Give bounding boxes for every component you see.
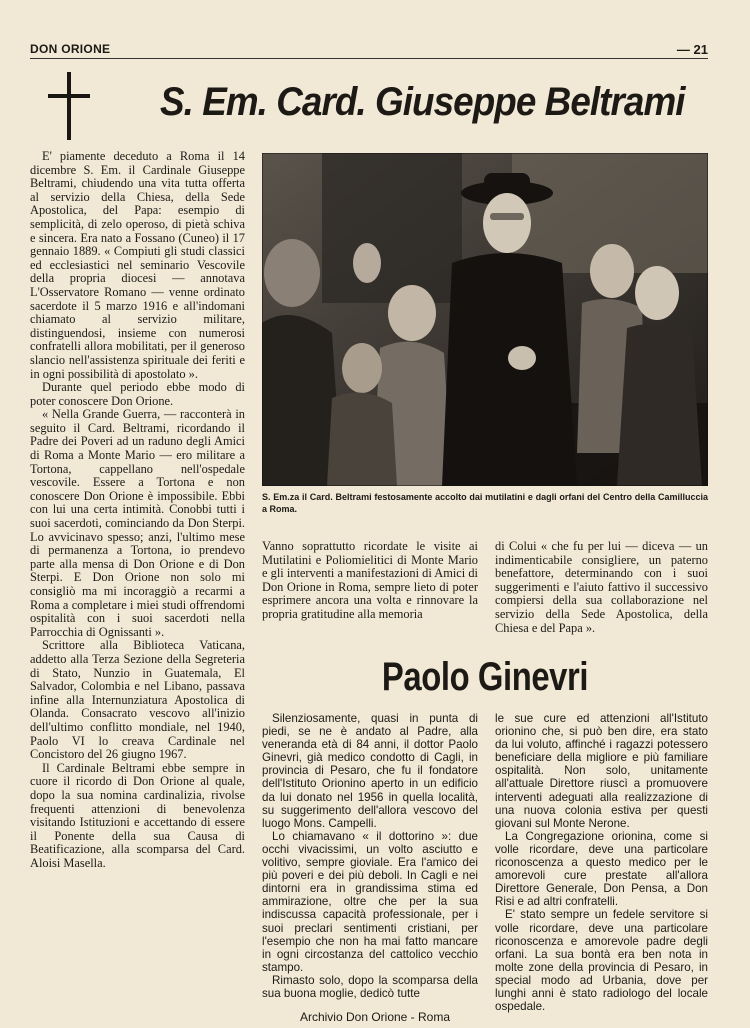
beltrami-column-2 — [262, 540, 478, 622]
paragraph: Lo chiamavano « il dottorino »: due occhi vivacissimi, un volto asciutto e volitivo, sempre gioviale. Era l'amico dei più poveri e dei più deboli. In Cagli e nei dintorni era in grandissima stima ed ammirazione, oltre che per la sua indiscussa capacità professionale, per i suoi preclari sentimenti cristiani, per l'esempio che non ha mai fatto mancare in ogni circostanza del cattolico vecchio stampo. — [262, 829, 478, 974]
page-number: — 21 — [676, 42, 708, 57]
photo-illustration — [262, 153, 708, 486]
paragraph: Vanno soprattutto ricordate le visite ai Mutilatini e Poliomielitici di Monte Mario e gli interventi a manifestazioni di Amici di Don Orione in Roma, sempre lieto di poter esprimere ancora una volta e rinnovare la propria gratitudine alla memoria — [262, 539, 478, 621]
paragraph: Il Cardinale Beltrami ebbe sempre in cuore il ricordo di Don Orione al quale, dopo la sua nomina cardinalizia, rivolse frequenti attenzioni di benevolenza visitando Istituzioni e accettando di essere il Ponente della sua Causa di Beatificazione, alla scomparsa del Card. Aloisi Masella. — [30, 760, 245, 870]
ginevri-column-left — [262, 712, 478, 1000]
ginevri-column-right — [495, 712, 708, 1013]
paragraph: La Congregazione orionina, come si volle ricordare, deve una particolare riconoscenza a questo medico per le amorevoli cure prestate all'allora Direttore Generale, Don Pensa, a Don Risi e ad altri confratelli. — [495, 829, 708, 909]
paragraph: Durante quel periodo ebbe modo di poter conoscere Don Orione. — [30, 380, 245, 408]
header-rule — [30, 58, 708, 59]
paragraph: Scrittore alla Biblioteca Vaticana, addetto alla Terza Sezione della Segreteria di Stato, Nunzio in Guatemala, El Salvador, Colombia e nel Libano, passava infine alla Internunziatura Apostolica di Olanda. Consacrato vescovo all'inizio dell'ultimo conflitto mondiale, nel 1940, Paolo VI lo creava Cardinale nel Concistoro del 26 giugno 1967. — [30, 638, 245, 762]
paragraph: « Nella Grande Guerra, — racconterà in seguito il Card. Beltrami, ricordando il Padre dei Poveri ad un raduno degli Amici di Roma a Monte Mario — ero militare a Tortona, cappellano nell'ospedale vescovile. Essere a Tortona e non conoscere Don Orione è impossibile. Ebbi con lui una certa intimità. Conobbi tutti i suoi sacerdoti, cominciando da Don Sterpi. Lo avvicinavo spesso; anzi, l'ultimo mese di permanenza a Tortona, io prendevo parte alla mensa di Don Orione e di Don Sterpi. E Don Orione non solo mi consigliò ma mi incoraggiò a recarmi a Roma a completare i miei studi offrendomi ospitalità con i suoi sacerdoti nella Parrocchia di Ognissanti ». — [30, 407, 245, 639]
beltrami-column-3 — [495, 540, 708, 635]
latin-cross-icon — [48, 72, 90, 140]
cross-vertical-bar — [67, 72, 71, 140]
article-title-ginevri: Paolo Ginevri — [381, 655, 589, 699]
cardinal-with-children-photo — [262, 153, 708, 486]
article-title-beltrami: S. Em. Card. Giuseppe Beltrami — [160, 80, 685, 124]
cross-horizontal-bar — [48, 94, 90, 98]
magazine-name: DON ORIONE — [30, 42, 111, 56]
photo-caption: S. Em.za il Card. Beltrami festosamente accolto dai mutilatini e dagli orfani del Centro della Camilluccia a Roma. — [262, 492, 708, 514]
paragraph: Rimasto solo, dopo la scomparsa della sua buona moglie, dedicò tutte — [262, 973, 478, 1000]
archive-footer: Archivio Don Orione - Roma — [299, 1010, 451, 1024]
paragraph: di Colui « che fu per lui — diceva — un indimenticabile consigliere, un paterno benefattore, determinando con i suoi suggerimenti e l'aiuto fattivo il successivo compiersi della sua collaborazione nel servizio della Sede Apostolica, della Chiesa e del Papa ». — [495, 539, 708, 635]
paragraph: E' piamente deceduto a Roma il 14 dicembre S. Em. il Cardinale Giuseppe Beltrami, chiudendo una vita tutta offerta al servizio della Chiesa, della Sede Apostolica, del Papa: esempio di semplicità, di zelo operoso, di pietà schiva e sincera. Era nato a Fossano (Cuneo) il 17 gennaio 1889. « Compiuti gli studi classici ed ecclesiastici nel seminario Vescovile della propria diocesi — annotava L'Osservatore Romano — venne ordinato sacerdote il 5 marzo 1916 e all'indomani chiamato al servizio militare, distinguendosi, insieme con numerosi confratelli allora mobilitati, per il generoso slancio nell'assistenza spirituale dei feriti e in ogni possibilità di apostolato ». — [30, 149, 245, 381]
paragraph: le sue cure ed attenzioni all'Istituto orionino che, si può ben dire, era stato da lui voluto, affinché i ragazzi potessero beneficiare della migliore e più familiare ospitalità. Non solo, unitamente all'attuale Direttore riuscì a promuovere interventi adeguati alla realizzazione di una nuova colonia estiva per questi giovani sul Monte Nerone. — [495, 712, 708, 830]
paragraph: Silenziosamente, quasi in punta di piedi, se ne è andato al Padre, alla veneranda età di 84 anni, il dottor Paolo Ginevri, già medico condotto di Cagli, in provincia di Pesaro, che fu il fondatore dell'Istituto Orionino aperto in un edificio da lui donato nel 1956 in quella località, su suggerimento dell'allora vescovo del luogo Mons. Campelli. — [262, 712, 478, 830]
paragraph: E' stato sempre un fedele servitore si volle ricordare, deve una particolare riconoscenza e amorevole padre degli orfani. La sua bontà era ben nota in molte zone della provincia di Pesaro, in special modo ad Urbania, dove per lunghi anni è stato radiologo del locale ospedale. — [495, 908, 708, 1014]
beltrami-column-1 — [30, 150, 245, 870]
